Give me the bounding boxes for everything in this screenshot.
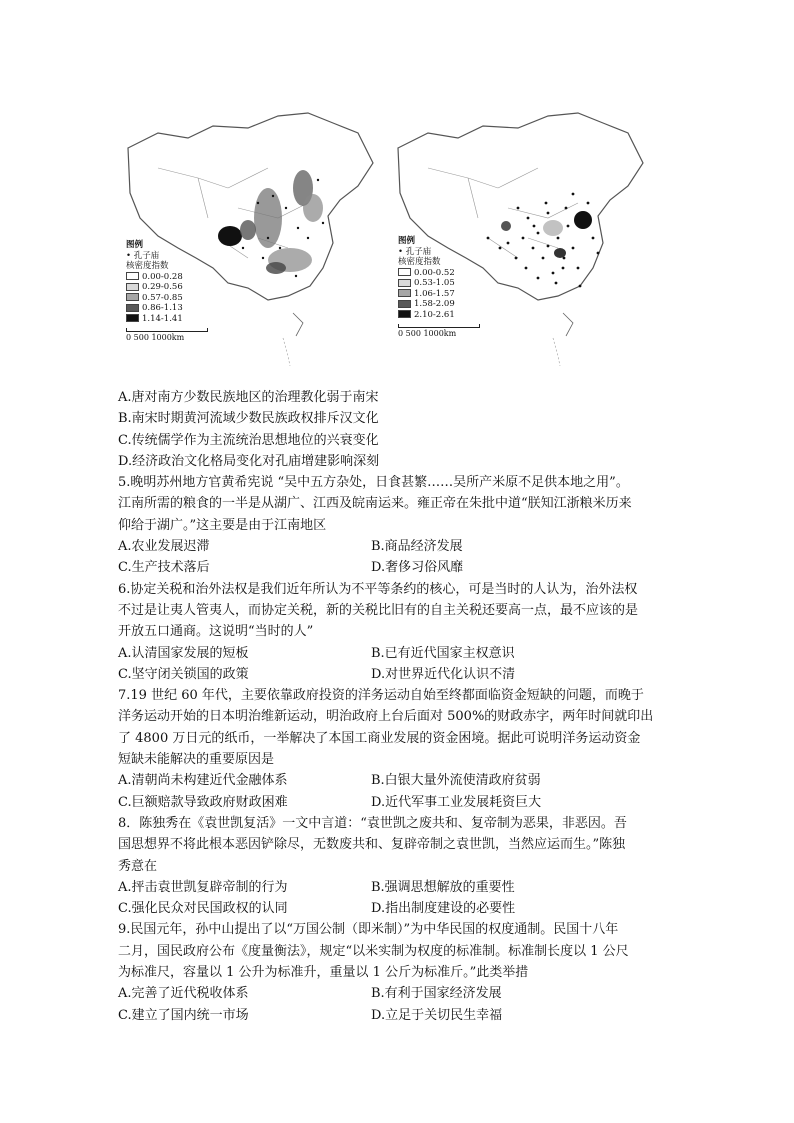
q5-stem-line: 5.晚明苏州地方官黄希宪说 “吴中五方杂处，日食甚繁……吴所产米原不足供本地之用”。 — [118, 475, 629, 491]
legend-swatch — [398, 279, 411, 287]
legend-class — [126, 293, 208, 304]
legend-class — [398, 278, 480, 289]
legend-range: 0.86-1.13 — [142, 303, 183, 313]
q5-option-a: A.农业发展迟滞 — [118, 539, 210, 555]
scale-bar: 0 500 1000km — [126, 328, 208, 344]
legend-density-label: 核密度指数 — [398, 257, 441, 267]
legend-swatch — [126, 304, 139, 312]
legend-range: 0.57-0.85 — [142, 292, 183, 303]
legend-range: 1.14-1.41 — [142, 313, 183, 324]
q7-stem-line: 7.19 世纪 60 年代，主要依靠政府投资的洋务运动自始至终都面临资金短缺的问题，而晚于 — [118, 688, 644, 704]
legend-swatch — [126, 272, 139, 280]
q9-stem-line: 为标准尺，容量以 1 公升为标准升，重量以 1 公斤为标准斤。”此类举措 — [118, 965, 529, 981]
q8-stem-line: 8．陈独秀在《袁世凯复活》一文中言道：“袁世凯之废共和、复帝制为恶果，非恶因。吾 — [118, 815, 627, 831]
q8-option-d: D.指出制度建设的必要性 — [371, 901, 516, 917]
legend-density-label: 核密度指数 — [126, 261, 169, 271]
legend-class — [398, 268, 480, 279]
temple-points — [487, 193, 600, 288]
q7-option-b: B.白银大量外流使清政府贫弱 — [371, 773, 541, 789]
legend-range: 2.10-2.61 — [414, 309, 455, 320]
q5-stem-line: 江南所需的粮食的一半是从湖广、江西及皖南运来。雍正帝在朱批中道“朕知江浙粮米历来 — [118, 496, 632, 512]
scale-bar: 0 500 1000km — [398, 324, 480, 340]
question-6 — [118, 579, 698, 685]
right-map-legend — [398, 236, 480, 340]
legend-class — [126, 303, 208, 314]
map-figure — [118, 108, 678, 370]
question-5 — [118, 472, 698, 578]
q9-stem-line: 二月，国民政府公布《度量衡法》，规定“以米实制为权度的标准制。标准制长度以 1 公尺 — [118, 943, 629, 959]
question-9 — [118, 919, 698, 1025]
q9-option-b: B.有利于国家经济发展 — [371, 986, 502, 1002]
q8-stem-line: 国思想界不将此根本恶因铲除尽，无数废共和、复辟帝制之袁世凯，当然应运而生。”陈独 — [118, 837, 626, 853]
legend-range: 1.58-2.09 — [414, 299, 455, 309]
legend-range: 1.06-1.57 — [414, 288, 455, 299]
legend-swatch — [126, 293, 139, 301]
q9-option-d: D.立足于关切民生幸福 — [371, 1007, 503, 1023]
question-7 — [118, 685, 698, 813]
q4-option-d: D.经济政治文化格局变化对孔庙增建影响深刻 — [118, 453, 380, 469]
legend-title: 图例 — [126, 240, 144, 250]
density-blobs — [218, 170, 323, 274]
legend-point-item: • 孔子庙 — [398, 246, 432, 257]
q6-option-a: A.认清国家发展的短板 — [118, 645, 249, 661]
q9-stem-line: 9.民国元年，孙中山提出了以“万国公制（即米制）”为中华民国的权度通制。民国十八年 — [118, 922, 619, 938]
q7-option-a: A.清朝尚未构建近代金融体系 — [118, 773, 288, 789]
q5-option-d: D.奢侈习俗风靡 — [371, 560, 464, 576]
legend-title: 图例 — [398, 236, 416, 246]
q7-option-c: C.巨额赔款导致政府财政困难 — [118, 794, 288, 810]
legend-swatch — [398, 300, 411, 308]
legend-swatch — [398, 289, 411, 297]
legend-class — [398, 299, 480, 310]
legend-class — [126, 272, 208, 283]
q6-stem-line: 开放五口通商。这说明“当时的人” — [118, 624, 314, 640]
q9-option-a: A.完善了近代税收体系 — [118, 986, 249, 1002]
legend-swatch — [398, 268, 411, 276]
q4-option-c: C.传统儒学作为主流统治思想地位的兴衰变化 — [118, 432, 379, 448]
q5-option-c: C.生产技术落后 — [118, 560, 210, 576]
legend-point-item: • 孔子庙 — [126, 250, 160, 261]
question-8 — [118, 813, 698, 919]
q9-option-c: C.建立了国内统一市场 — [118, 1007, 249, 1023]
q6-stem-line: 6.协定关税和治外法权是我们近年所认为不平等条约的核心，可是当时的人认为，治外法权 — [118, 581, 638, 597]
legend-class — [126, 314, 208, 325]
q7-stem-line: 洋务运动开始的日本明治维新运动，明治政府上台后面对 500%的财政赤字，两年时间就印出 — [118, 709, 654, 725]
legend-swatch — [398, 310, 411, 318]
legend-range: 0.53-1.05 — [414, 278, 455, 288]
left-map-legend — [126, 240, 208, 344]
q6-option-b: B.已有近代国家主权意识 — [371, 645, 515, 661]
q8-option-c: C.强化民众对民国政权的认同 — [118, 901, 288, 917]
q6-option-c: C.坚守闭关锁国的政策 — [118, 666, 249, 682]
legend-range: 0.29-0.56 — [142, 282, 183, 292]
q8-stem-line: 秀意在 — [118, 858, 158, 874]
density-blobs — [501, 211, 592, 258]
q6-option-d: D.对世界近代化认识不清 — [371, 666, 516, 682]
q7-stem-line: 短缺未能解决的重要原因是 — [118, 752, 275, 768]
q7-option-d: D.近代军事工业发展耗资巨大 — [371, 794, 542, 810]
q8-option-a: A.抨击袁世凯复辟帝制的行为 — [118, 879, 288, 895]
q7-stem-line: 了 4800 万日元的纸币，一举解决了本国工商业发展的资金困境。据此可说明洋务运动资金 — [118, 730, 641, 746]
q6-stem-line: 不过是让夷人管夷人，而协定关税，新的关税比旧有的自主关税还要高一点，最不应该的是 — [118, 602, 639, 618]
legend-swatch — [126, 314, 139, 322]
q4-option-b: B.南宋时期黄河流域少数民族政权排斥汉文化 — [118, 411, 379, 427]
legend-range: 0.00-0.52 — [414, 267, 455, 278]
legend-class — [126, 282, 208, 293]
legend-class — [398, 310, 480, 321]
legend-class — [398, 289, 480, 300]
q5-stem-line: 仰给于湖广。”这主要是由于江南地区 — [118, 517, 327, 533]
question-text — [118, 387, 698, 1026]
q4-option-a: A.唐对南方少数民族地区的治理教化弱于南宋 — [118, 390, 379, 405]
legend-swatch — [126, 283, 139, 291]
legend-range: 0.00-0.28 — [142, 271, 183, 282]
q5-option-b: B.商品经济发展 — [371, 539, 463, 555]
q8-option-b: B.强调思想解放的重要性 — [371, 879, 515, 895]
